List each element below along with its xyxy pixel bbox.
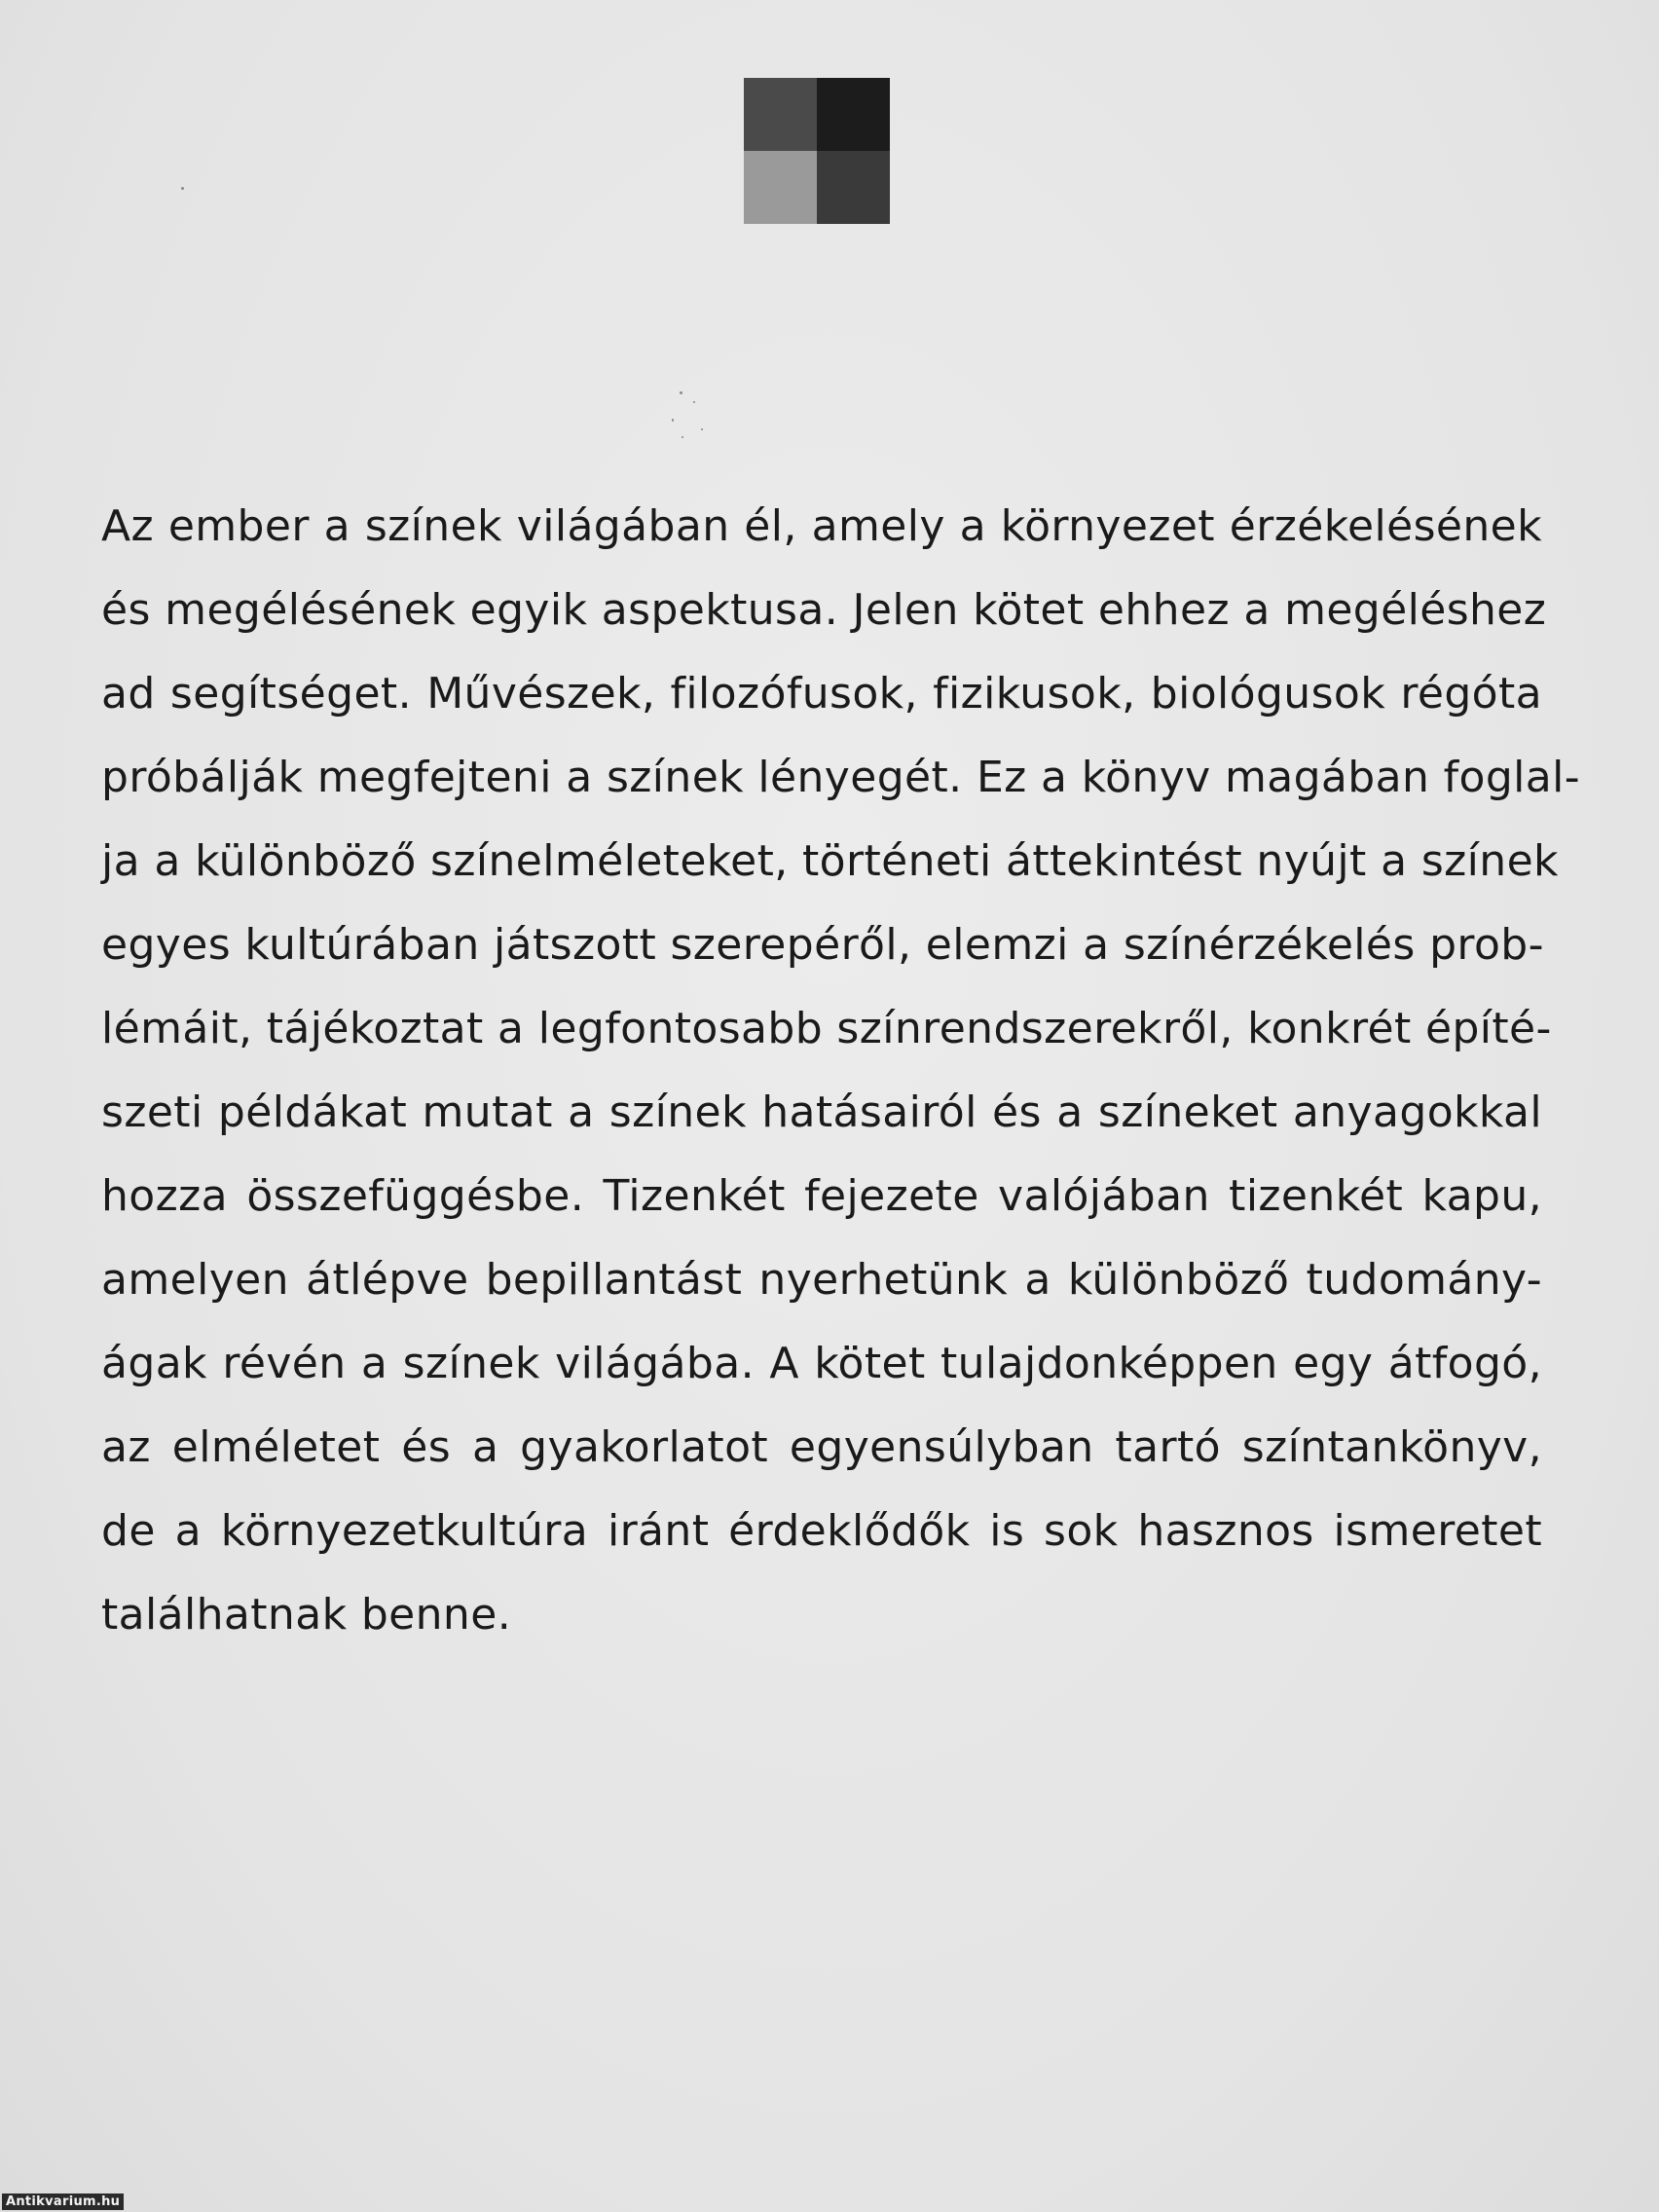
- blurb-line: és megélésének egyik aspektusa. Jelen kötet ehhez a megéléshez: [101, 585, 1547, 635]
- watermark: Antikvarium.hu: [2, 2194, 124, 2210]
- print-speck: [672, 419, 674, 422]
- blurb-line: egyes kultúrában játszott szerepéről, elemzi a színérzékelés prob-: [101, 920, 1544, 970]
- blurb-line: az elméletet és a gyakorlatot egyensúlyban tartó színtankönyv,: [101, 1422, 1542, 1472]
- blurb-line: ad segítséget. Művészek, filozófusok, fizikusok, biológusok régóta: [101, 669, 1542, 719]
- print-speck: [701, 428, 703, 430]
- back-cover-blurb: [101, 485, 1581, 1657]
- logo-square-top-left: [744, 78, 817, 151]
- blurb-line: amelyen átlépve bepillantást nyerhetünk a különböző tudomány-: [101, 1255, 1542, 1305]
- print-speck: [682, 436, 683, 438]
- blurb-line: próbálják megfejteni a színek lényegét. Ez a könyv magában foglal-: [101, 753, 1581, 802]
- four-square-logo: [744, 78, 890, 224]
- blurb-line: ágak révén a színek világába. A kötet tulajdonképpen egy átfogó,: [101, 1339, 1542, 1388]
- logo-square-top-right: [817, 78, 890, 151]
- blurb-line-last: találhatnak benne.: [101, 1590, 512, 1640]
- logo-square-bottom-left: [744, 151, 817, 224]
- print-speck: [680, 391, 682, 394]
- logo-square-bottom-right: [817, 151, 890, 224]
- print-speck: [181, 187, 184, 190]
- blurb-line: lémáit, tájékoztat a legfontosabb színrendszerekről, konkrét építé-: [101, 1004, 1552, 1053]
- blurb-line: hozza összefüggésbe. Tizenkét fejezete valójában tizenkét kapu,: [101, 1171, 1542, 1221]
- blurb-line: Az ember a színek világában él, amely a környezet érzékelésének: [101, 501, 1542, 551]
- blurb-line: szeti példákat mutat a színek hatásairól és a színeket anyagokkal: [101, 1088, 1542, 1137]
- blurb-line: ja a különböző színelméleteket, történeti áttekintést nyújt a színek: [101, 836, 1559, 886]
- blurb-line: de a környezetkultúra iránt érdeklődők is sok hasznos ismeretet: [101, 1506, 1542, 1556]
- print-speck: [693, 401, 695, 403]
